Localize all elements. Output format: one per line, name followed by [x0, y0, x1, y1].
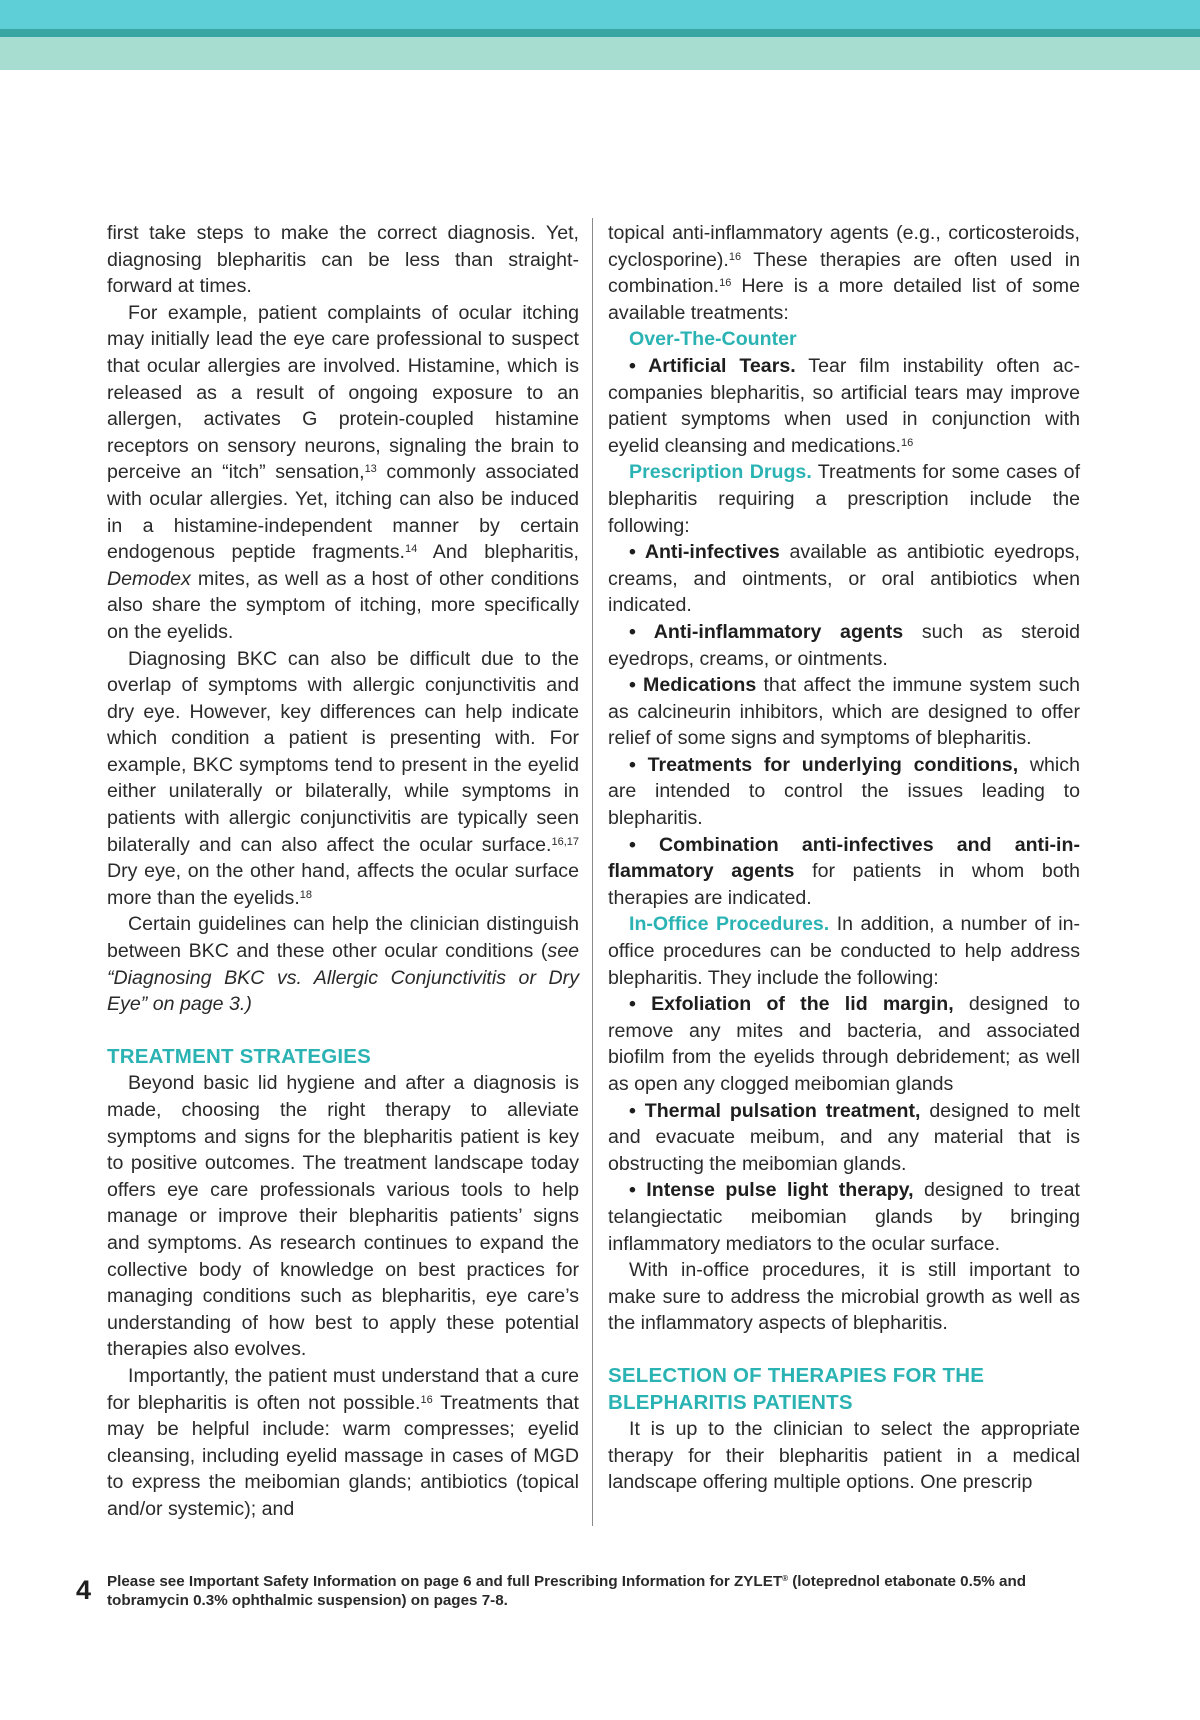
right-column: [608, 220, 1080, 1496]
paragraph: Prescription Drugs. Treatments for some cases of blepharitis requiring a prescription include the following:: [608, 461, 1081, 537]
reference: 13: [364, 463, 377, 476]
paragraph: Certain guidelines can help the clinician distinguish between BKC and these other ocular conditions (see “Diagnosing BKC vs. Allergic Conjunctivitis or Dry Eye” on page 3.): [107, 913, 579, 1016]
subheading-in-office: In-Office Procedures.: [629, 913, 830, 936]
left-column: [107, 220, 579, 1523]
page-number: 4: [76, 1575, 92, 1605]
column-divider: [592, 218, 593, 1526]
list-item: • Thermal pulsation treatment, designed to melt and evacuate meibum, and any material that is obstructing the meibomian glands.: [608, 1099, 1080, 1175]
paragraph: topical anti-inflammatory agents (e.g., corticosteroids, cyclosporine).$^{16}$ These therapies are often used in combination.$^{16}$ Here is a more detailed list of some available treatments:: [608, 222, 1080, 324]
paragraph: It is up to the clinician to select the appropriate therapy for their blepharitis patient in a medical landscape offering multiple options. One prescrip: [608, 1418, 1080, 1494]
section-heading-treatment: TREATMENT STRATEGIES: [107, 1044, 372, 1068]
list-item: • Anti-inflammatory agents such as steroid eyedrops, creams, or ointments.: [608, 620, 1080, 670]
paragraph: Beyond basic lid hygiene and after a diagnosis is made, choosing the right therapy to alleviate symptoms and signs for the blepharitis patient is key to positive outcomes. The treatment landscape today offers eye care professionals various tools to help manage or improve their blepharitis patients’ signs and symptoms. As research continues to expand the collective body of knowledge on best practices for managing conditions such as blepharitis, eye care’s understanding of how best to apply these potential therapies also evolves.: [107, 1072, 579, 1361]
paragraph: In-Office Procedures. In addition, a number of in-office procedures can be conducted to help address blepharitis. They include the following:: [608, 913, 1081, 989]
reference: 16: [420, 1393, 433, 1406]
registered-mark: ®: [782, 1574, 789, 1583]
footer-safety-note: Please see Important Safety Information on page 6 and full Prescribing Information for ZYLET® (loteprednol etabonate 0.5% and tobramycin 0.3% ophthalmic suspension) on pages 7-8.: [107, 1573, 1027, 1609]
reference: 18: [299, 888, 313, 901]
list-item: • Anti-infectives available as antibiotic eyedrops, creams, and ointments, or oral antibiotics when indicated.: [608, 541, 1080, 617]
list-item: • Treatments for underlying conditions, which are intended to control the issues leading to blepharitis.: [608, 753, 1080, 830]
reference: 16: [719, 277, 732, 290]
subheading-otc: Over-The-Counter: [629, 328, 797, 351]
reference: 16,17: [551, 835, 579, 848]
subheading-prescription: Prescription Drugs.: [629, 461, 812, 484]
list-item: • Artificial Tears. Tear film instability often accompanies blepharitis, so artificial tears may improve patient symptoms when used in conjunction with eyelid cleansing and medications.$^{16}$: [608, 354, 1080, 457]
header-band-top: [0, 0, 1200, 29]
list-item: • Medications that affect the immune system such as calcineurin inhibitors, which are designed to offer relief of some signs and symptoms of blepharitis.: [608, 674, 1080, 750]
list-item: • Intense pulse light therapy, designed to treat telangiectatic meibomian glands by bringing inflammatory mediators to the ocular surface.: [608, 1179, 1080, 1255]
paragraph: Diagnosing BKC can also be difficult due to the overlap of symptoms with allergic conjunctivitis and dry eye. However, key differences can help indicate which condition a patient is presenting with. For example, BKC symptoms tend to present in the eyelid either unilaterally or bilaterally, while symptoms in patients with allergic conjunctivitis are typically seen bilaterally and can also affect the ocular surface.$^{16,17}$ Dry eye, on the other hand, affects the ocular surface more than the eyelids.$^{18}$: [107, 647, 579, 909]
header-band-light: [0, 37, 1200, 70]
paragraph: For example, patient complaints of ocular itching may initially lead the eye care professional to suspect that ocular allergies are involved. Histamine, which is released as a result of ongoing exposure to an allergen, activates G protein-coupled histamine receptors on sensory neurons, signaling the brain to perceive an “itch” sensation,$^{13}$ commonly associated with ocular allergies. Yet, itching can also be induced in a histamine-independent manner by certain endogenous peptide fragments.$^{14}$ And blepharitis, Demodex mites, as well as a host of other conditions also share the symptom of itching, more specifically on the eyelids.: [107, 301, 579, 643]
reference: 16: [728, 250, 742, 263]
paragraph: Importantly, the patient must understand that a cure for blepharitis is often not possible.$^{16}$ Treatments that may be helpful include: warm compresses; eyelid cleansing, including eyelid massage in cases of MGD to express the meibomian glands; antibiotics (topical and/or systemic); and: [107, 1364, 580, 1520]
paragraph: With in-office procedures, it is still important to make sure to address the microbial growth as well as the inflammatory aspects of blepharitis.: [608, 1259, 1080, 1335]
list-item: • Combination anti-infectives and anti-inflammatory agents for patients in whom both therapies are indicated.: [608, 833, 1080, 909]
reference: 16: [901, 436, 914, 449]
paragraph: first take steps to make the correct diagnosis. Yet, diagnosing blepharitis can be less than straightforward at times.: [107, 222, 579, 298]
list-item: • Exfoliation of the lid margin, designed to remove any mites and bacteria, and associated biofilm from the eyelids through debridement; as well as open any clogged meibomian glands: [608, 993, 1080, 1095]
header-band-line: [0, 29, 1200, 37]
section-heading-selection: SELECTION OF THERAPIES FOR THE BLEPHARITIS PATIENTS: [608, 1363, 985, 1414]
reference: 14: [404, 543, 418, 556]
